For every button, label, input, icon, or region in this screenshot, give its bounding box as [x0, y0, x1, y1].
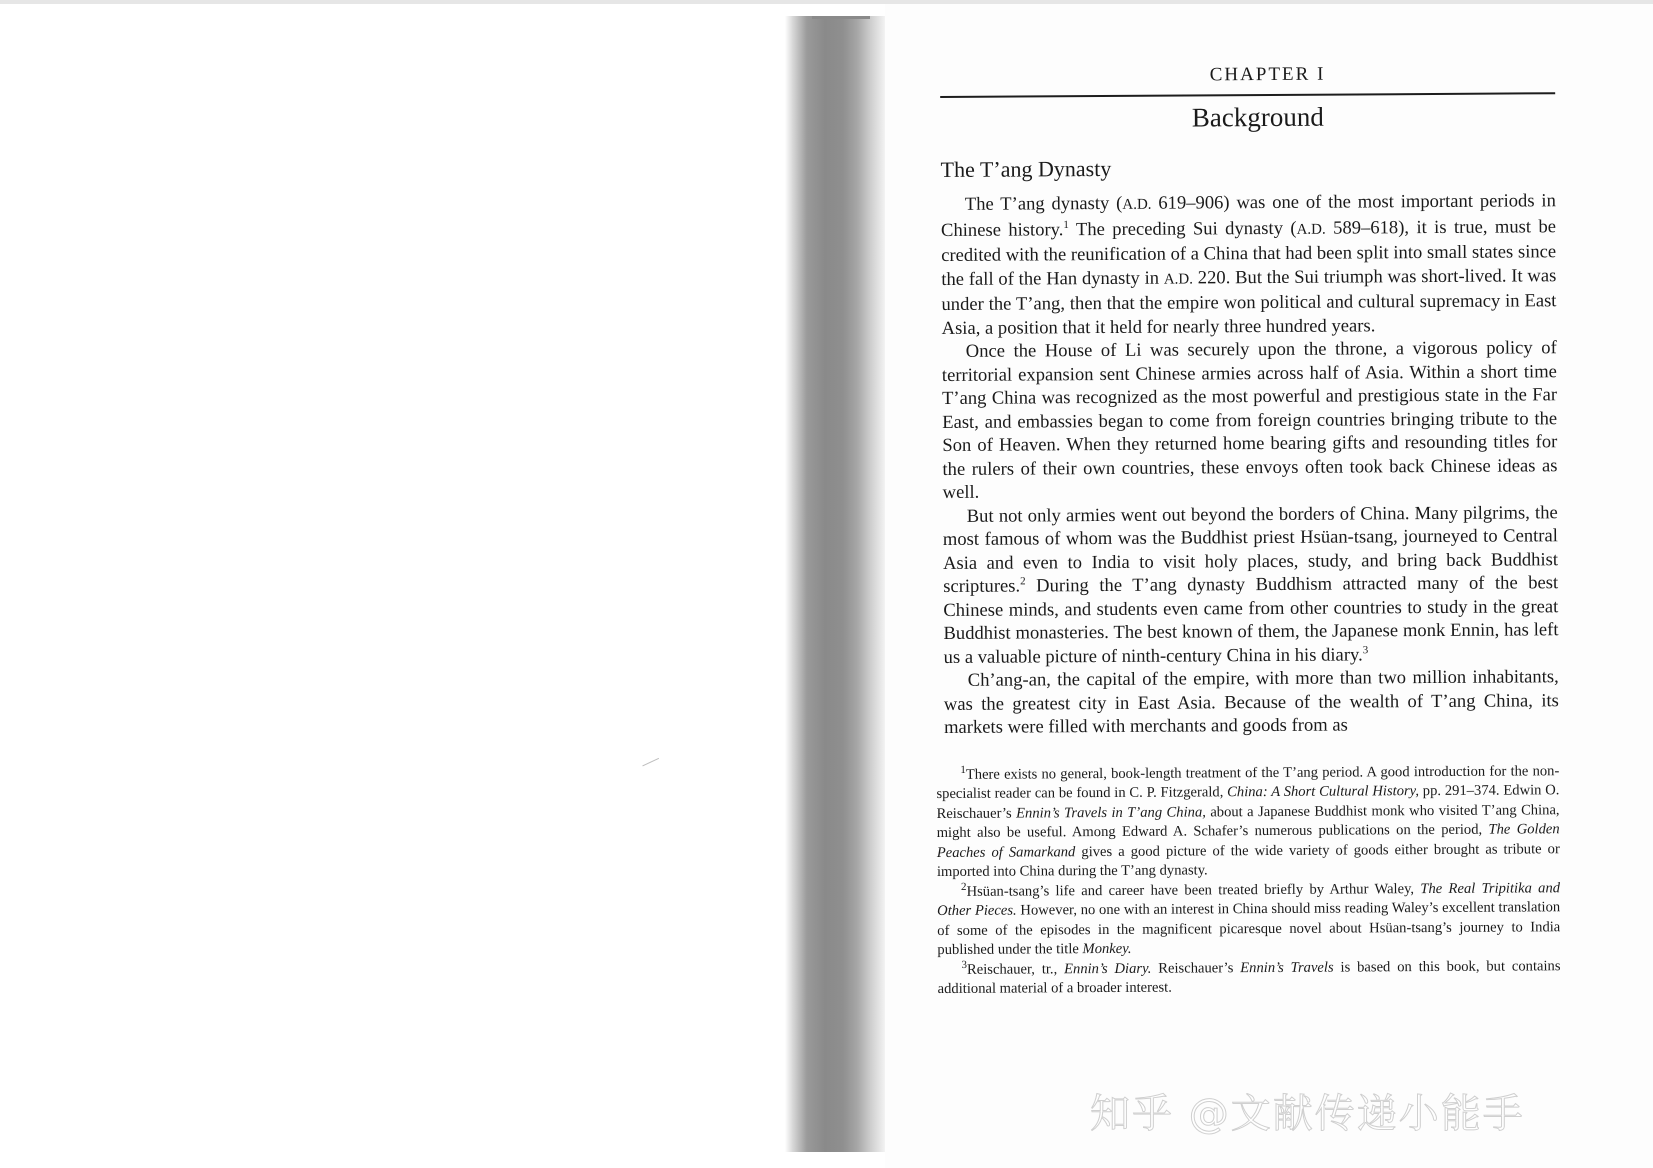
paragraph: Once the House of Li was securely upon the throne, a vigorous policy of territorial expansion sent Chinese armies across half of Asia. Within a short time T’ang China was recognized as the most powerful and prestigious state in the Far East, and embassies began to come from foreign countries bringing tribute to the Son of Heaven. When they returned home bearing gifts and resounding titles for the rulers of their own countries, these envoys often took back Chinese ideas as well. — [941, 337, 1558, 503]
paragraph: Ch’ang-an, the capital of the empire, with more than two million inhabitants, was the greatest city in East Asia. Because of the wealth of T’ang China, its markets were filled with merchants and goods from as — [943, 666, 1559, 738]
footnote-ref[interactable]: 3 — [1362, 643, 1369, 656]
footnote: $^1$There exists no general, book-length treatment of the T’ang period. A good introduction for the non-specialist reader can be found in C. P. Fitzgerald, China: A Short Cultural History, pp. 291–374. Edwin O. Reischauer’s Ennin’s Travels in T’ang China, about a Japanese Buddhist monk who visited T’ang China, might also be useful. Among Edward A. Schafer’s numerous publications on the period, The Golden Peaches of Samarkand gives a good picture of the wide variety of goods either brought as tribute or imported into China during the T’ang dynasty. — [936, 762, 1560, 881]
chapter-label: CHAPTER I — [1209, 63, 1326, 86]
paragraph: But not only armies went out beyond the borders of China. Many pilgrims, the most famous of whom was the Buddhist priest Hsüan-tsang, journeyed to Central Asia and even to India to visit holy places, study, and bring back Buddhist scriptures.$^2$ During the T’ang dynasty Buddhism attracted many of the best Chinese minds, and students even came from other countries to study in the great Buddhist monasteries. The best known of them, the Japanese monk Ennin, has left us a valuable picture of ninth-century China in his diary.$^3$ — [942, 501, 1559, 668]
stray-mark — [639, 751, 659, 767]
footnote-ref[interactable]: 2 — [1020, 575, 1026, 588]
book-gutter-shadow — [785, 16, 885, 1152]
paragraph: The T’ang dynasty (A.D. 619–906) was one of the most important periods in Chinese history.$^1$ The preceding Sui dynasty (A.D. 589–618), it is true, must be credited with the reunification of a China that had been split into small states since the fall of the Han dynasty in A.D. 220. But the Sui triumph was short-lived. It was under the T’ang, then that the empire won political and cultural supremacy in East Asia, a position that it held for nearly three hundred years. — [940, 190, 1557, 339]
body-text — [941, 189, 1559, 739]
watermark: 知乎 @文献传递小能手 — [1090, 1091, 1525, 1137]
left-page-blank — [0, 4, 790, 1164]
section-heading: The T’ang Dynasty — [940, 155, 1112, 182]
chapter-title: Background — [1191, 101, 1324, 133]
footnote: $^2$Hsüan-tsang’s life and career have been treated briefly by Arthur Waley, The Real Tripitika and Other Pieces. However, no one with an interest in China should miss reading Waley’s excellent translation of some of the episodes in the magnificent picaresque novel about Hsüan-tsang’s journey to India published under the title Monkey. — [937, 879, 1561, 959]
footnote: $^3$Reischauer, tr., Ennin’s Diary. Reischauer’s Ennin’s Travels is based on this book, but contains additional material of a broader interest. — [937, 957, 1561, 998]
footnote-ref[interactable]: 1 — [1063, 218, 1069, 231]
page-text-block — [936, 62, 1561, 999]
chapter-rule — [940, 92, 1555, 98]
gutter-edge — [812, 16, 870, 19]
footnotes — [936, 762, 1560, 1000]
